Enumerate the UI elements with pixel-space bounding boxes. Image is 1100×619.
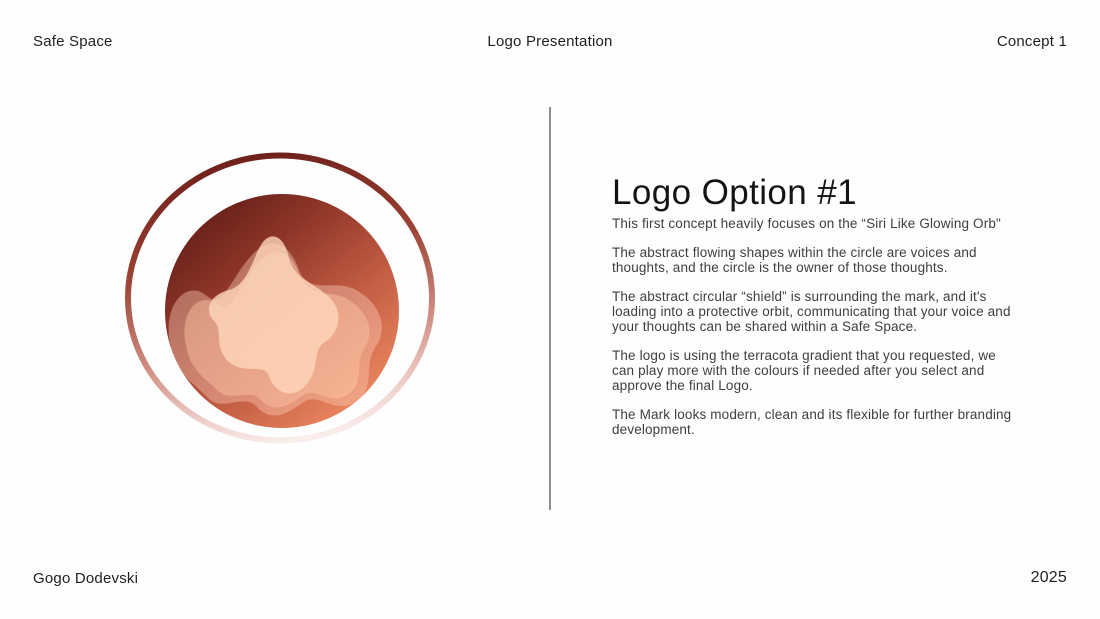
description-paragraph: The logo is using the terracota gradient that you requested, we can play more with the colours if needed after you select and approve the final Logo.	[612, 348, 996, 393]
page-title: Logo Option #1	[612, 173, 857, 213]
header-brand-label: Safe Space	[33, 33, 113, 50]
safe-space-orb-logo-icon	[123, 150, 439, 446]
description-paragraph: The abstract circular “shield” is surrounding the mark, and it's loading into a protective orbit, communicating that your voice and your thoughts can be shared within a Safe Space.	[612, 289, 1011, 334]
logo-mark	[123, 150, 439, 446]
header-concept-label: Concept 1	[996, 33, 1067, 50]
description-paragraph: The abstract flowing shapes within the circle are voices and thoughts, and the circle is the owner of those thoughts.	[612, 245, 977, 275]
description-block	[612, 216, 1012, 451]
vertical-divider	[549, 107, 551, 510]
header-title-label: Logo Presentation	[487, 33, 613, 50]
footer-author-label: Gogo Dodevski	[33, 570, 139, 587]
description-paragraph: The Mark looks modern, clean and its flexible for further branding development.	[612, 407, 1012, 437]
description-paragraph: This first concept heavily focuses on the “Siri Like Glowing Orb"	[612, 216, 1001, 231]
footer-year-label: 2025	[1030, 569, 1067, 586]
